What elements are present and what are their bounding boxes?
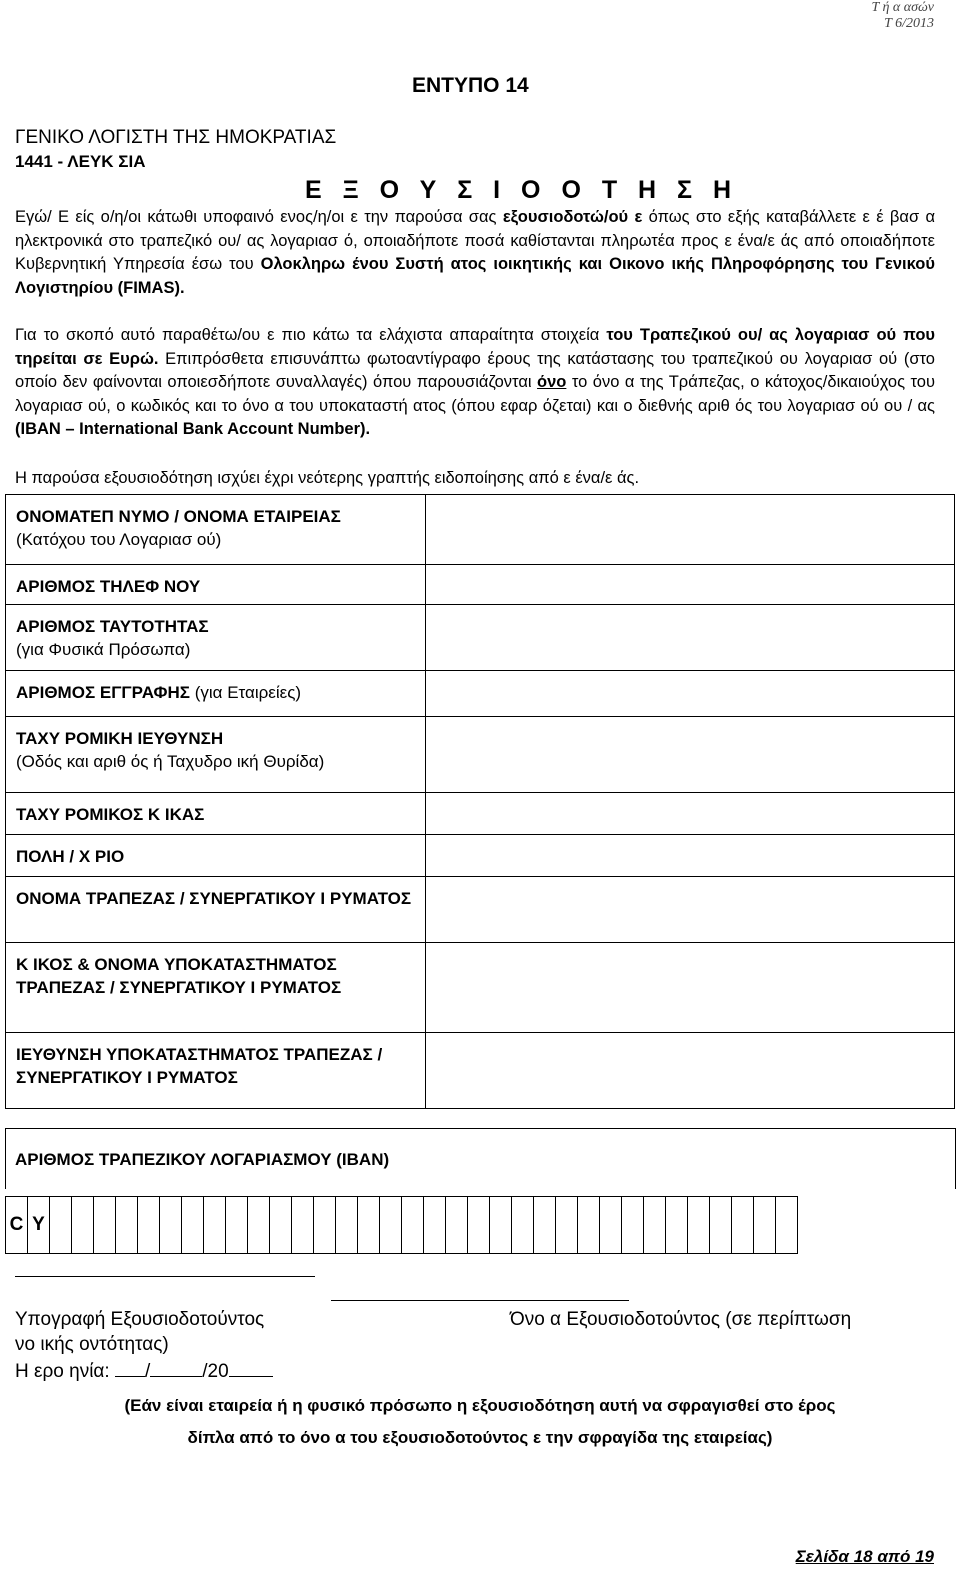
stamp-note bbox=[0, 1390, 960, 1454]
iban-digit-cell[interactable] bbox=[424, 1197, 446, 1254]
iban-digit-cell[interactable] bbox=[204, 1197, 226, 1254]
field-label-id-number bbox=[6, 605, 426, 671]
stamp-note-line-2: δίπλα από το όνο α του εξουσιοδοτούντος ε την σφραγίδα της εταιρείας) bbox=[187, 1428, 773, 1447]
iban-digit-cell[interactable] bbox=[50, 1197, 72, 1254]
iban-input-grid bbox=[5, 1196, 798, 1254]
label-text: ΑΡΙΘΜΟΣ ΕΓΓΡΑΦΗΣ bbox=[16, 683, 190, 702]
iban-digit-cell[interactable] bbox=[72, 1197, 94, 1254]
iban-digit-cell[interactable] bbox=[358, 1197, 380, 1254]
iban-digit-cell[interactable] bbox=[688, 1197, 710, 1254]
organization-block bbox=[15, 126, 336, 174]
label-sub: (Κατόχου του Λογαριασ ού) bbox=[16, 530, 222, 549]
iban-digit-cell[interactable] bbox=[160, 1197, 182, 1254]
iban-digit-cell[interactable] bbox=[666, 1197, 688, 1254]
label-text: Κ ΙΚΟΣ & ΟΝΟΜΑ ΥΠΟΚΑΤΑΣΤΗΜΑΤΟΣ ΤΡΑΠΕΖΑΣ / ΣΥΝΕΡΓΑΤΙΚΟΥ Ι ΡΥΜΑΤΟΣ bbox=[16, 955, 342, 997]
document-title: Ε Ξ Ο Υ Σ Ι Ο Ο Τ Η Σ Η bbox=[305, 176, 739, 204]
field-label-phone bbox=[6, 565, 426, 605]
label-sub: (για Εταιρείες) bbox=[194, 683, 302, 702]
p2-text-a: Για το σκοπό αυτό παραθέτω/ου ε πιο κάτω τα ελάχιστα απαραίτητα στοιχεία bbox=[15, 326, 607, 344]
label-text: ΟΝΟΜΑ ΤΡΑΠΕΖΑΣ / ΣΥΝΕΡΓΑΤΙΚΟΥ Ι ΡΥΜΑΤΟΣ bbox=[16, 889, 412, 908]
date-label: Η ερο ηνία: bbox=[15, 1361, 110, 1382]
p1-text-c: όπως στο εξής καταβάλλετε ε έ βασ α ηλεκτρονικά στο τραπεζικό ου/ ας λογαριασ ό, οποιαδήποτε ποσά καθίστανται πληρωτέα προς ε ένα/ε άς από οποιαδήποτε Κυβερνητική Υπηρεσία έσω του bbox=[15, 208, 935, 273]
p2-text-c: Επιπρόσθετα επισυνάπτω φωτοαντίγραφο έρους της κατάστασης του τραπεζικού ου λογαριασ ού (στο οποίο δεν φαίνονται οποιεσδήποτε συναλλαγές) όπου παρουσιάζονται bbox=[15, 349, 935, 391]
p1-text-d: Ολοκληρω ένου Συστή ατος ιοικητικής και Οικονο ικής Πληροφόρησης του Γενικού Λογιστηρίου (FIMAS). bbox=[15, 255, 935, 297]
iban-title: ΑΡΙΘΜΟΣ ΤΡΑΠΕΖΙΚΟΥ ΛΟΓΑΡΙΑΣΜΟΥ (IBAN) bbox=[15, 1150, 390, 1169]
date-year-prefix: /20 bbox=[202, 1361, 229, 1382]
field-input-city[interactable] bbox=[426, 835, 955, 877]
iban-digit-cell[interactable] bbox=[710, 1197, 732, 1254]
account-details-form bbox=[5, 494, 955, 1109]
iban-digit-cell[interactable] bbox=[314, 1197, 336, 1254]
name-label-cont: νο ικής οντότητας) bbox=[15, 1334, 169, 1355]
name-line bbox=[331, 1300, 629, 1301]
field-input-registration-number[interactable] bbox=[426, 671, 955, 717]
iban-digit-cell[interactable] bbox=[578, 1197, 600, 1254]
field-label-owner-name bbox=[6, 495, 426, 565]
label-text: ΑΡΙΘΜΟΣ ΤΑΥΤΟΤΗΤΑΣ bbox=[16, 617, 209, 636]
name-label: Όνο α Εξουσιοδοτούντος (σε περίπτωση bbox=[510, 1309, 852, 1330]
signature-line bbox=[15, 1276, 315, 1277]
p2-text-b: του Τραπεζικού ου/ ας λογαριασ ού που τηρείται σε Ευρώ. bbox=[15, 326, 935, 368]
iban-digit-cell[interactable] bbox=[776, 1197, 798, 1254]
iban-digit-cell[interactable] bbox=[182, 1197, 204, 1254]
iban-digit-cell[interactable] bbox=[292, 1197, 314, 1254]
page-header bbox=[871, 0, 934, 32]
field-label-postal-address bbox=[6, 717, 426, 793]
field-input-postal-address[interactable] bbox=[426, 717, 955, 793]
iban-digit-cell[interactable] bbox=[336, 1197, 358, 1254]
date-month-blank[interactable] bbox=[150, 1358, 202, 1377]
paragraph-validity: Η παρούσα εξουσιοδότηση ισχύει έχρι νεότερης γραπτής ειδοποίησης από ε ένα/ε άς. bbox=[15, 469, 640, 487]
label-sub: (Οδός και αριθ ός ή Ταχυδρο ική Θυρίδα) bbox=[16, 752, 325, 771]
label-text: ΠΟΛΗ / Χ ΡΙΟ bbox=[16, 847, 125, 866]
header-line-2: Τ 6/2013 bbox=[884, 16, 934, 31]
stamp-note-line-1: (Εάν είναι εταιρεία ή η φυσικό πρόσωπο η εξουσιοδότηση αυτή να σφραγισθεί στο έρος bbox=[124, 1396, 836, 1415]
iban-digit-cell[interactable] bbox=[490, 1197, 512, 1254]
paragraph-details bbox=[15, 324, 935, 442]
iban-digit-cell[interactable] bbox=[512, 1197, 534, 1254]
field-label-postal-code bbox=[6, 793, 426, 835]
iban-digit-cell[interactable] bbox=[468, 1197, 490, 1254]
form-number: ΕΝΤΥΠΟ 14 bbox=[412, 74, 529, 97]
label-text: ΟΝΟΜΑΤΕΠ ΝΥΜΟ / ΟΝΟΜΑ ΕΤΑΙΡΕΙΑΣ bbox=[16, 507, 341, 526]
iban-digit-cell[interactable] bbox=[116, 1197, 138, 1254]
iban-digit-cell[interactable] bbox=[600, 1197, 622, 1254]
iban-digit-cell[interactable] bbox=[622, 1197, 644, 1254]
iban-digit-cell[interactable] bbox=[380, 1197, 402, 1254]
label-sub: (για Φυσικά Πρόσωπα) bbox=[16, 640, 191, 659]
p2-text-d: όνο bbox=[537, 373, 567, 391]
iban-prefix-y: Y bbox=[28, 1197, 50, 1254]
iban-digit-cell[interactable] bbox=[556, 1197, 578, 1254]
p1-text-b: εξουσιοδοτώ/ού ε bbox=[502, 208, 643, 226]
date-day-blank[interactable] bbox=[115, 1358, 145, 1377]
organization-name: ΓΕΝΙΚΟ ΛΟΓΙΣΤΗ ΤΗΣ ΗΜΟΚΡΑΤΙΑΣ bbox=[15, 127, 337, 148]
field-label-city bbox=[6, 835, 426, 877]
iban-digit-cell[interactable] bbox=[402, 1197, 424, 1254]
p2-text-f: (IBAN – International Bank Account Number). bbox=[15, 420, 371, 438]
field-input-postal-code[interactable] bbox=[426, 793, 955, 835]
iban-digit-cell[interactable] bbox=[732, 1197, 754, 1254]
field-input-phone[interactable] bbox=[426, 565, 955, 605]
field-label-bank-name bbox=[6, 877, 426, 943]
signer-label: Υπογραφή Εξουσιοδοτούντος bbox=[15, 1309, 265, 1330]
date-year-blank[interactable] bbox=[229, 1358, 273, 1377]
iban-digit-cell[interactable] bbox=[226, 1197, 248, 1254]
iban-digit-cell[interactable] bbox=[534, 1197, 556, 1254]
header-line-1: Τ ή α ασών bbox=[871, 0, 934, 15]
p2-text-e: το όνο α της Τράπεζας, ο κάτοχος/δικαιούχος του λογαριασ ού, ο κωδικός και το όνο α του υποκαταστή ατος (όπου εφαρ όζεται) και ο διεθνής αριθ ός του λογαριασ ού ου / ας bbox=[15, 373, 936, 415]
field-label-branch-address bbox=[6, 1033, 426, 1109]
label-text: ΤΑΧΥ ΡΟΜΙΚΗ ΙΕΥΘΥΝΣΗ bbox=[16, 729, 224, 748]
label-text: ΙΕΥΘΥΝΣΗ ΥΠΟΚΑΤΑΣΤΗΜΑΤΟΣ ΤΡΑΠΕΖΑΣ / ΣΥΝΕΡΓΑΤΙΚΟΥ Ι ΡΥΜΑΤΟΣ bbox=[16, 1045, 383, 1087]
iban-prefix-c: C bbox=[6, 1197, 28, 1254]
label-text: ΤΑΧΥ ΡΟΜΙΚΟΣ Κ ΙΚΑΣ bbox=[16, 805, 205, 824]
field-input-branch-address[interactable] bbox=[426, 1033, 955, 1109]
iban-digit-cell[interactable] bbox=[248, 1197, 270, 1254]
field-input-branch-code-name[interactable] bbox=[426, 943, 955, 1033]
field-label-registration-number bbox=[6, 671, 426, 717]
label-text: ΑΡΙΘΜΟΣ ΤΗΛΕΦ ΝΟΥ bbox=[16, 577, 201, 596]
organization-address: 1441 - ΛΕΥΚ ΣΙΑ bbox=[15, 152, 146, 171]
iban-digit-cell[interactable] bbox=[138, 1197, 160, 1254]
iban-digit-cell[interactable] bbox=[446, 1197, 468, 1254]
p1-text-a: Εγώ/ Ε είς ο/η/οι κάτωθι υποφαινό ενος/η/οι ε την παρούσα σας bbox=[15, 208, 503, 226]
iban-digit-cell[interactable] bbox=[94, 1197, 116, 1254]
iban-digit-cell[interactable] bbox=[270, 1197, 292, 1254]
field-label-branch-code-name bbox=[6, 943, 426, 1033]
field-input-id-number[interactable] bbox=[426, 605, 955, 671]
page-number: Σελίδα 18 από 19 bbox=[795, 1547, 934, 1566]
iban-digit-cell[interactable] bbox=[644, 1197, 666, 1254]
date-row bbox=[15, 1358, 273, 1384]
iban-digit-cell[interactable] bbox=[754, 1197, 776, 1254]
date-sep: / bbox=[144, 1361, 151, 1382]
field-input-owner-name[interactable] bbox=[426, 495, 955, 565]
paragraph-authorization bbox=[15, 206, 935, 300]
field-input-bank-name[interactable] bbox=[426, 877, 955, 943]
